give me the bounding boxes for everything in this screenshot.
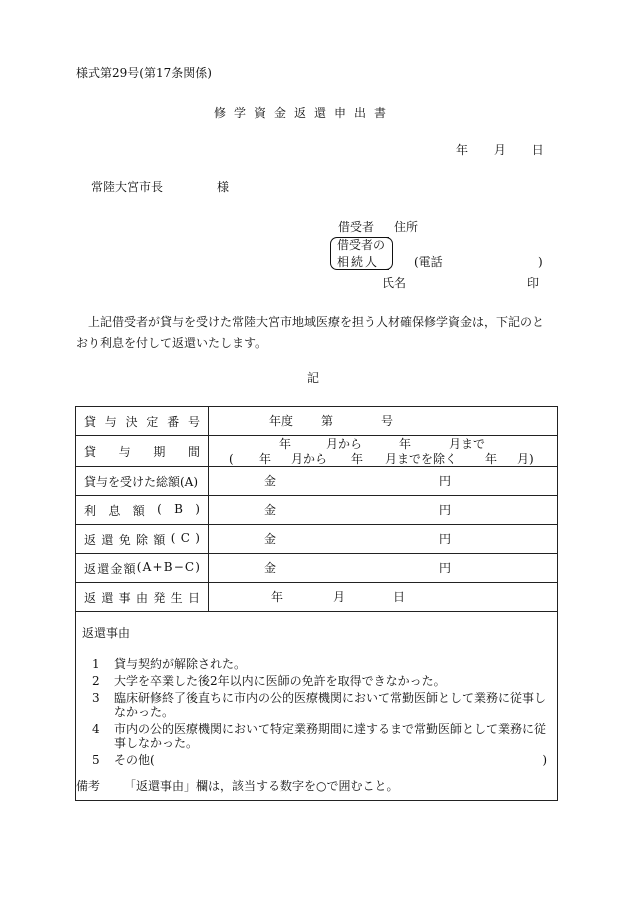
borrower-address-line (338, 220, 418, 234)
reason-close-paren: ) (542, 753, 547, 767)
label-char: 額 (153, 532, 166, 547)
body-paragraph: 上記借受者が貸与を受けた常陸大宮市地域医療を担う人材確保修学資金は，下記のとおり利息を付して返還いたします。 (76, 315, 545, 350)
label-char: ( (136, 559, 142, 574)
reason-text: その他( (114, 753, 155, 767)
row-label (76, 407, 209, 436)
cell-text: 第 (321, 414, 334, 428)
reason-number: 1 (92, 657, 100, 671)
label-char: 決 (125, 414, 138, 429)
cell-text: 円 (439, 561, 452, 575)
cell-text: 月から (326, 437, 363, 451)
label-char: 額 (132, 503, 145, 518)
cell-text: 金 (264, 474, 277, 488)
table-row (76, 525, 558, 554)
label-char: 番 (167, 414, 180, 429)
row-label-text (84, 531, 208, 548)
row-label-text (84, 413, 208, 430)
label-char: 返 (84, 532, 97, 547)
reason-text: 市内の公的医療機関において特定業務期間に達するまで常勤医師として業務に従事しなかった。 (114, 722, 547, 750)
table-row (76, 554, 558, 583)
addressee (91, 180, 229, 194)
heir-bracket-right (386, 237, 393, 270)
remarks-text: 「返還事由」欄は，該当する数字を○で囲むこと。 (124, 779, 399, 793)
remarks (76, 779, 399, 793)
cell-text: 年 (259, 452, 272, 466)
cell-text: 年 (271, 590, 284, 604)
borrower-label: 借受者 (338, 220, 375, 234)
label-char: 還 (101, 590, 114, 605)
label-char: 免 (118, 532, 131, 547)
label-char: + (152, 559, 163, 574)
total-amount-cell (209, 467, 558, 496)
cell-text: 日 (393, 590, 406, 604)
label-char: ) (195, 559, 200, 574)
label-char: 定 (146, 414, 159, 429)
label-char: 還 (97, 561, 110, 576)
cell-text: 号 (381, 414, 394, 428)
row-label (76, 583, 209, 612)
label-char: 除 (136, 532, 149, 547)
decision-number-cell (209, 407, 558, 436)
cell-text: 金 (264, 503, 277, 517)
table-row (76, 467, 558, 496)
table-row (76, 612, 558, 801)
label-char: 貸 (84, 414, 97, 429)
label-char: 還 (101, 532, 114, 547)
cell-text: 年 (399, 437, 412, 451)
label-char: 金 (110, 561, 123, 576)
reason-text: 貸与契約が解除された。 (114, 657, 247, 671)
cell-text: 円 (439, 503, 452, 517)
form-number: 様式第29号(第17条関係) (76, 66, 212, 80)
label-char: A (142, 559, 152, 574)
date-day-label: 日 (531, 143, 544, 157)
reason-item (82, 691, 549, 719)
cell-text: 月) (517, 452, 534, 466)
address-label: 住所 (394, 220, 419, 234)
reason-number: 4 (92, 722, 100, 736)
reason-number: 3 (92, 691, 100, 705)
loan-period-cell (209, 436, 558, 467)
reason-text: 大学を卒業した後2年以内に医師の免許を取得できなかった。 (114, 674, 446, 688)
cell-text: 年 (351, 452, 364, 466)
label-char: ) (195, 501, 200, 516)
cell-text: 金 (264, 532, 277, 546)
label-char: 返 (84, 590, 97, 605)
label-char: B (174, 501, 183, 516)
label-char: C (184, 559, 195, 574)
cell-text: 月 (333, 590, 346, 604)
details-table (75, 406, 558, 801)
label-char: ) (195, 530, 200, 545)
repayment-amount-cell (209, 554, 558, 583)
interest-amount-cell (209, 496, 558, 525)
label-char: ( (170, 530, 176, 545)
reason-number: 5 (92, 753, 100, 767)
label-char: 日 (187, 590, 200, 605)
phone-close-paren: ) (538, 255, 543, 269)
row-label-text (84, 443, 208, 460)
table-row (76, 496, 558, 525)
label-char: 生 (170, 590, 183, 605)
label-char: C (180, 530, 190, 545)
cell-text: 円 (439, 474, 452, 488)
cell-text: 月から (291, 452, 328, 466)
label-char: 期 (153, 444, 166, 459)
reason-item (82, 657, 549, 671)
cell-text: 月まで (449, 437, 486, 451)
row-label-text (84, 589, 208, 606)
ki-heading: 記 (307, 371, 320, 385)
reason-text: 臨床研修終了後直ちに市内の公的医療機関において常勤医師として業務に従事しなかった。 (114, 691, 547, 719)
heir-label-line1: 借受者の (337, 238, 386, 252)
name-label: 氏名 (382, 276, 407, 290)
row-label: 貸与を受けた総額(A) (76, 467, 209, 496)
reason-item (82, 674, 549, 688)
repayment-reason-cell (76, 612, 558, 801)
label-char: − (173, 559, 184, 574)
cell-text: 月までを除く (385, 452, 458, 466)
date-month-label: 月 (493, 143, 506, 157)
phone-label: (電話 (414, 255, 443, 269)
row-label (76, 525, 209, 554)
label-char: 額 (123, 561, 136, 576)
label-char: 発 (153, 590, 166, 605)
label-char: 由 (135, 590, 148, 605)
table-row (76, 436, 558, 467)
label-char: 与 (118, 444, 131, 459)
row-label (76, 554, 209, 583)
label-char: 貸 (84, 444, 97, 459)
remarks-label: 備考 (76, 779, 101, 793)
label-char: 与 (104, 414, 117, 429)
row-label-text (84, 502, 208, 519)
exemption-amount-cell (209, 525, 558, 554)
label-char: B (163, 559, 173, 574)
label-char: 利 (84, 503, 97, 518)
cell-text: 金 (264, 561, 277, 575)
label-char: ( (157, 501, 162, 516)
row-label-text (84, 560, 208, 577)
label-char: 返 (84, 561, 97, 576)
cell-text: 年 (485, 452, 498, 466)
document-title: 修学資金返還申出書 (214, 106, 395, 120)
table-row (76, 583, 558, 612)
reason-item (82, 753, 549, 767)
cell-text: ( (229, 452, 234, 466)
cell-text: 年度 (269, 414, 294, 428)
label-char: 間 (187, 444, 200, 459)
date-year-label: 年 (456, 143, 469, 157)
application-date (456, 143, 544, 157)
addressee-honorific: 様 (217, 180, 230, 194)
seal-mark: 印 (527, 276, 540, 290)
reason-item (82, 722, 549, 750)
row-label (76, 496, 209, 525)
cell-text: 年 (279, 437, 292, 451)
reason-title: 返還事由 (82, 626, 131, 640)
occurrence-date-cell (209, 583, 558, 612)
cell-text: 円 (439, 532, 452, 546)
addressee-name: 常陸大宮市長 (91, 180, 164, 194)
table-row (76, 407, 558, 436)
label-char: 事 (118, 590, 131, 605)
label-char: 号 (187, 414, 200, 429)
row-label (76, 436, 209, 467)
reason-number: 2 (92, 674, 100, 688)
heir-label-line2: 相続人 (337, 255, 380, 269)
label-char: 息 (108, 503, 121, 518)
